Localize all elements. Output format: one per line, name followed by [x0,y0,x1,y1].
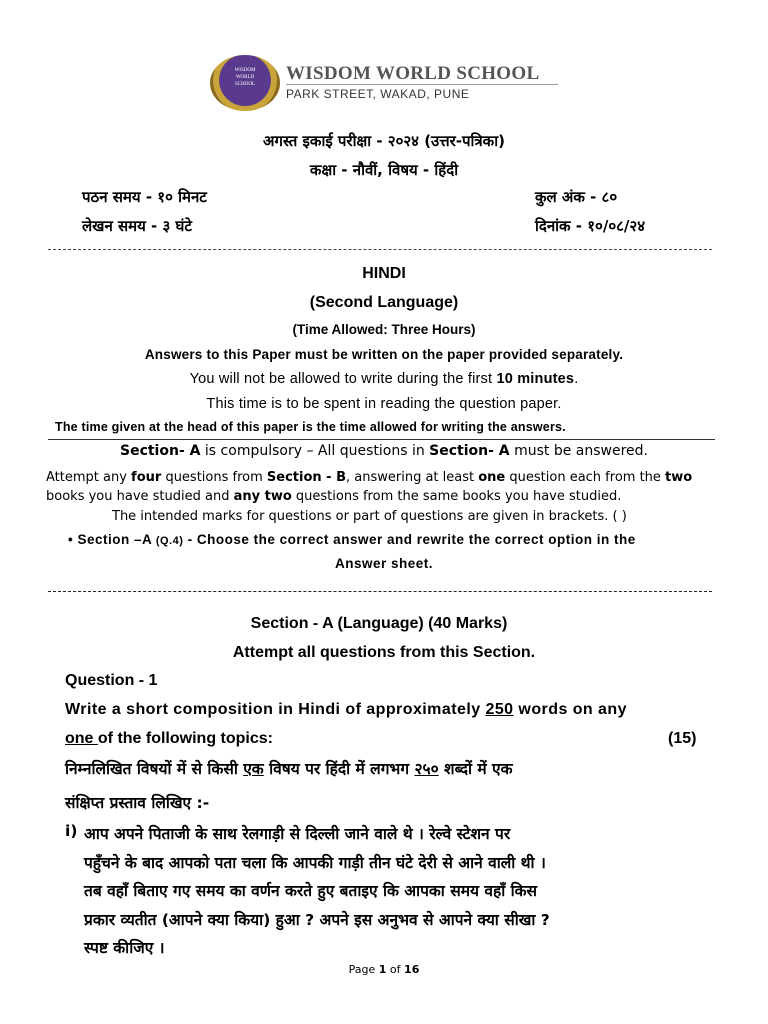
instruction-2: You will not be allowed to write during the first 10 minutes. [189,371,579,387]
rule-1: Section- A is compulsory – All questions in Section- A must be answered. [119,443,648,459]
option-line-2: पहुँचने के बाद आपको पता चला कि आपकी गाड़ी तीन घंटे देरी से आने वाली थी । [84,854,546,872]
question-line-1: Write a short composition in Hindi of approximately 250 words on any [65,701,627,718]
rule-5-cont: Answer sheet. [334,556,434,571]
logo-text-3: SCHOOL [234,82,255,87]
instruction-4: The time given at the head of this paper is the time allowed for writing the answers. [55,420,566,434]
question-line-2: one of the following topics: [65,730,273,747]
header-rule [286,84,558,85]
question-label: Question - 1 [65,672,158,689]
section-title: Section - A (Language) (40 Marks) [250,615,508,632]
time-allowed: (Time Allowed: Three Hours) [292,322,476,337]
rule-5: • Section –A (Q.4) - Choose the correct answer and rewrite the correct option in the [68,532,636,547]
question-marks: (15) [668,730,697,747]
school-name: WISDOM WORLD SCHOOL [286,63,540,84]
logo-text-2: WORLD [235,75,255,80]
language-title: (Second Language) [309,294,459,311]
rule-4: The intended marks for questions or part of questions are given in brackets. ( ) [112,509,627,524]
instruction-3: This time is to be spent in reading the question paper. [206,396,562,412]
class-subject: कक्षा - नौवीं, विषय - हिंदी [309,161,459,179]
writing-time: लेखन समय - ३ घंटे [82,217,192,235]
instruction-1: Answers to this Paper must be written on the paper provided separately. [144,347,624,362]
option-label: i) [65,822,78,840]
option-line-4: प्रकार व्यतीत (आपने क्या किया) हुआ ? अपने इस अनुभव से आपने क्या सीखा ? [84,911,550,929]
option-line-1: आप अपने पिताजी के साथ रेलगाड़ी से दिल्ली जाने वाले थे । रेल्वे स्टेशन पर [84,825,511,843]
subject-title: HINDI [362,265,406,282]
school-logo-icon [210,55,280,111]
school-address: PARK STREET, WAKAD, PUNE [286,87,470,101]
divider-solid [48,439,715,440]
option-line-3: तब वहाँ बिताए गए समय का वर्णन करते हुए बताइए कि आपका समय वहाँ किस [84,882,538,900]
exam-title: अगस्त इकाई परीक्षा - २०२४ (उत्तर-पत्रिका) [263,132,505,150]
rule-3: books you have studied and any two questions from the same books you have studied. [46,489,622,504]
section-subtitle: Attempt all questions from this Section. [232,644,536,661]
page-number: Page 1 of 16 [348,963,420,976]
rule-2: Attempt any four questions from Section - B, answering at least one question each from the two [46,470,693,485]
option-line-5: स्पष्ट कीजिए । [84,939,165,957]
total-marks: कुल अंक - ८० [535,188,618,206]
exam-date: दिनांक - १०/०८/२४ [535,217,646,235]
divider-dashed-1 [48,249,712,250]
school-header [210,55,560,111]
question-hindi-2: संक्षिप्त प्रस्ताव लिखिए :- [65,794,210,812]
divider-dashed-2 [48,591,712,592]
logo-text-1: WISDOM [234,68,256,73]
reading-time: पठन समय - १० मिनट [82,188,207,206]
question-hindi-1: निम्नलिखित विषयों में से किसी एक विषय पर हिंदी में लगभग २५० शब्दों में एक [65,760,513,778]
